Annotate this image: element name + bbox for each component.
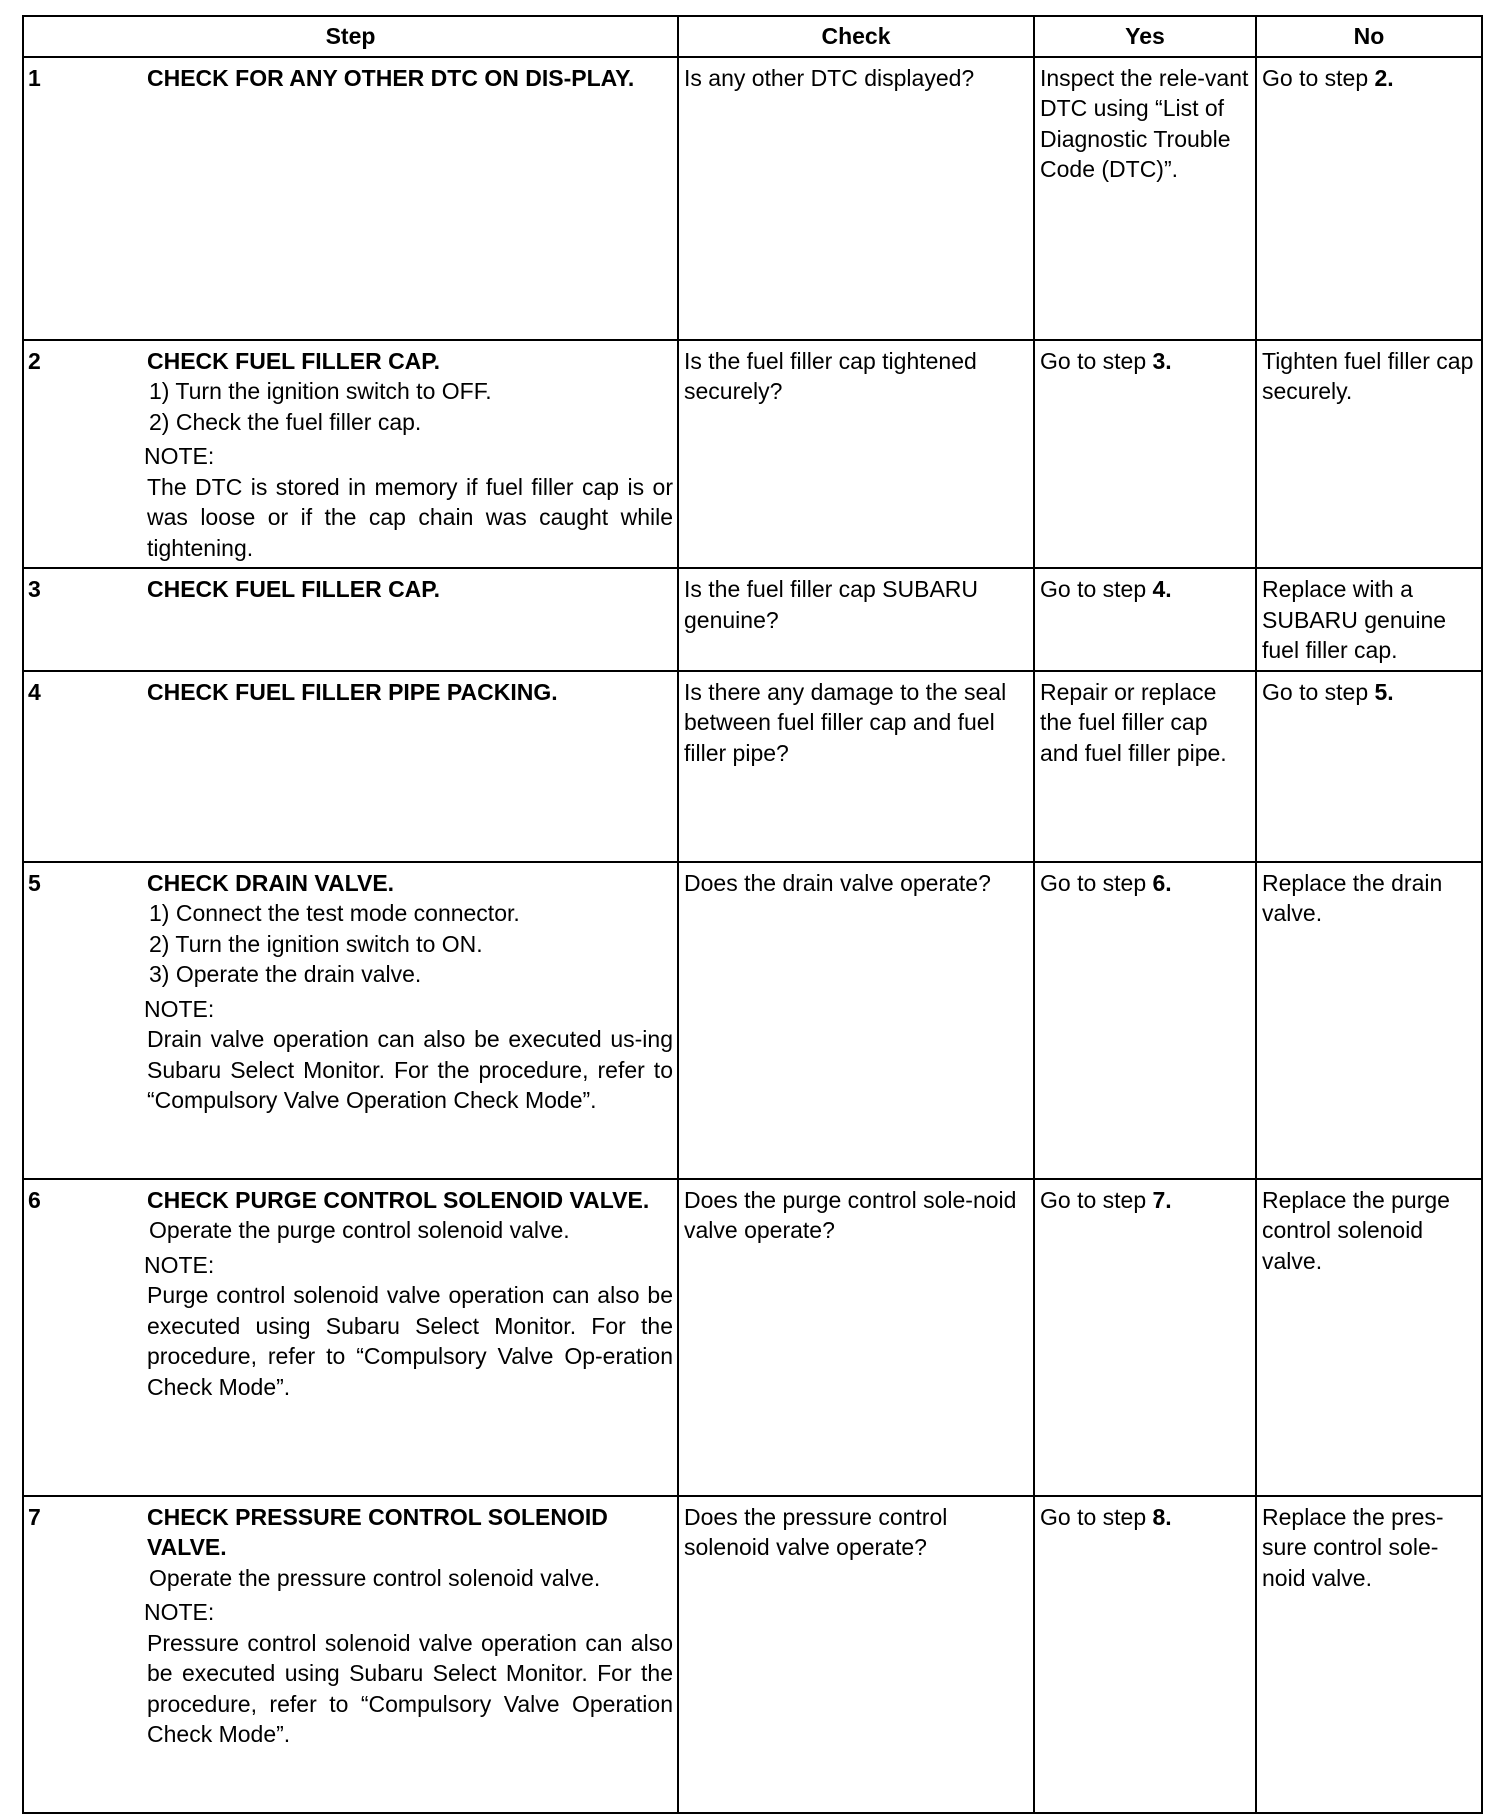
step-number: 3	[28, 576, 41, 602]
step-title: CHECK PRESSURE CONTROL SOLENOID VALVE.	[147, 1503, 608, 1560]
no-cell	[1256, 568, 1482, 671]
table-row	[23, 862, 1482, 1179]
check-cell: Is there any damage to the seal between fuel filler cap and fuel filler pipe?	[678, 671, 1034, 862]
step-number: 4	[28, 678, 41, 705]
yes-cell-text: Go to step	[1040, 347, 1153, 374]
table-row	[23, 1179, 1482, 1496]
step-instruction: 2) Check the fuel filler cap.	[149, 408, 422, 435]
note-label: NOTE:	[144, 1251, 215, 1278]
step-title: CHECK FUEL FILLER CAP.	[147, 347, 441, 374]
yes-cell-text: Inspect the rele-vant DTC using “List of Diagnostic Trouble Code (DTC)”.	[1040, 64, 1249, 182]
table-row	[23, 340, 1482, 569]
yes-cell-text: Go to step	[1040, 1503, 1153, 1530]
yes-cell	[1034, 671, 1256, 862]
table-header-row	[23, 16, 1482, 57]
header-step: Step	[23, 16, 678, 57]
step-number: 7	[28, 1503, 41, 1530]
note-label: NOTE:	[144, 995, 215, 1022]
table-row	[23, 57, 1482, 340]
no-cell	[1256, 340, 1482, 569]
no-cell-text: Replace the pres-sure control sole-noid valve.	[1262, 1503, 1444, 1591]
yes-cell-text: Go to step	[1040, 869, 1153, 896]
yes-cell	[1034, 340, 1256, 569]
step-cell	[23, 862, 678, 1179]
step-instruction: 1) Connect the test mode connector.	[149, 900, 520, 926]
step-cell	[23, 1496, 678, 1813]
note-text: Purge control solenoid valve operation can also be executed using Subaru Select Monitor. For the procedure, refer to “Compulsory Valve Op-eration Check Mode”.	[147, 1282, 673, 1400]
step-instruction: Operate the pressure control solenoid valve.	[149, 1564, 601, 1591]
step-body	[24, 341, 677, 568]
no-cell	[1256, 862, 1482, 1179]
table-body	[23, 57, 1482, 1813]
no-cell	[1256, 1179, 1482, 1496]
no-cell-text: Tighten fuel filler cap securely.	[1262, 347, 1474, 404]
step-reference: 7.	[1152, 1186, 1172, 1213]
yes-cell-text: Go to step	[1040, 576, 1153, 602]
note-label: NOTE:	[144, 443, 215, 469]
step-reference: 2.	[1374, 64, 1394, 91]
no-cell	[1256, 57, 1482, 340]
step-title: CHECK DRAIN VALVE.	[147, 869, 395, 896]
step-title: CHECK FOR ANY OTHER DTC ON DIS-PLAY.	[147, 64, 635, 91]
check-cell: Does the purge control sole-noid valve operate?	[678, 1179, 1034, 1496]
step-instruction: 1) Turn the ignition switch to OFF.	[149, 378, 492, 404]
step-cell	[23, 1179, 678, 1496]
no-cell	[1256, 1496, 1482, 1813]
check-cell: Does the pressure control solenoid valve operate?	[678, 1496, 1034, 1813]
note-label: NOTE:	[144, 1599, 215, 1625]
step-body	[24, 863, 677, 1120]
step-body	[24, 1497, 677, 1754]
step-number: 6	[28, 1186, 41, 1213]
step-number: 2	[28, 347, 41, 374]
step-instruction: 3) Operate the drain valve.	[149, 961, 422, 987]
step-reference: 8.	[1152, 1503, 1172, 1530]
check-cell: Is the fuel filler cap SUBARU genuine?	[678, 568, 1034, 671]
step-cell	[23, 57, 678, 340]
step-reference: 6.	[1152, 869, 1172, 896]
note-text: The DTC is stored in memory if fuel filler cap is or was loose or if the cap chain was caught while tightening.	[147, 473, 673, 561]
step-reference: 5.	[1374, 678, 1394, 705]
table-row	[23, 568, 1482, 671]
yes-cell	[1034, 1496, 1256, 1813]
yes-cell-text: Repair or replace the fuel filler cap and fuel filler pipe.	[1040, 678, 1227, 766]
check-cell: Is any other DTC displayed?	[678, 57, 1034, 340]
no-cell-text: Replace the purge control solenoid valve.	[1262, 1186, 1450, 1274]
no-cell-text: Go to step	[1262, 678, 1375, 705]
check-cell: Is the fuel filler cap tightened securely?	[678, 340, 1034, 569]
yes-cell	[1034, 862, 1256, 1179]
note-text: Drain valve operation can also be executed us-ing Subaru Select Monitor. For the procedure, refer to “Compulsory Valve Operation Check Mode”.	[147, 1026, 673, 1113]
step-reference: 3.	[1152, 347, 1172, 374]
yes-cell	[1034, 1179, 1256, 1496]
step-cell	[23, 568, 678, 671]
header-check: Check	[678, 16, 1034, 57]
step-number: 5	[28, 869, 41, 896]
step-cell	[23, 671, 678, 862]
step-title: CHECK FUEL FILLER PIPE PACKING.	[147, 678, 558, 705]
yes-cell-text: Go to step	[1040, 1186, 1153, 1213]
step-instruction: Operate the purge control solenoid valve.	[149, 1217, 570, 1243]
step-body	[24, 58, 677, 98]
step-number: 1	[28, 64, 41, 91]
no-cell-text: Replace with a SUBARU genuine fuel filler cap.	[1262, 576, 1447, 663]
step-reference: 4.	[1152, 576, 1172, 602]
step-body	[24, 569, 677, 609]
no-cell-text: Replace the drain valve.	[1262, 869, 1443, 926]
no-cell	[1256, 671, 1482, 862]
step-instruction: 2) Turn the ignition switch to ON.	[149, 930, 483, 957]
header-yes: Yes	[1034, 16, 1256, 57]
no-cell-text: Go to step	[1262, 64, 1375, 91]
check-cell: Does the drain valve operate?	[678, 862, 1034, 1179]
step-cell	[23, 340, 678, 569]
header-no: No	[1256, 16, 1482, 57]
step-title: CHECK PURGE CONTROL SOLENOID VALVE.	[147, 1186, 650, 1213]
diagnostic-table	[22, 15, 1483, 1814]
yes-cell	[1034, 568, 1256, 671]
step-body	[24, 672, 677, 712]
step-body	[24, 1180, 677, 1407]
note-text: Pressure control solenoid valve operation can also be executed using Subaru Select Monitor. For the procedure, refer to “Compulsory Valve Operation Check Mode”.	[147, 1629, 673, 1747]
table-row	[23, 1496, 1482, 1813]
table-row	[23, 671, 1482, 862]
yes-cell	[1034, 57, 1256, 340]
step-title: CHECK FUEL FILLER CAP.	[147, 576, 441, 602]
